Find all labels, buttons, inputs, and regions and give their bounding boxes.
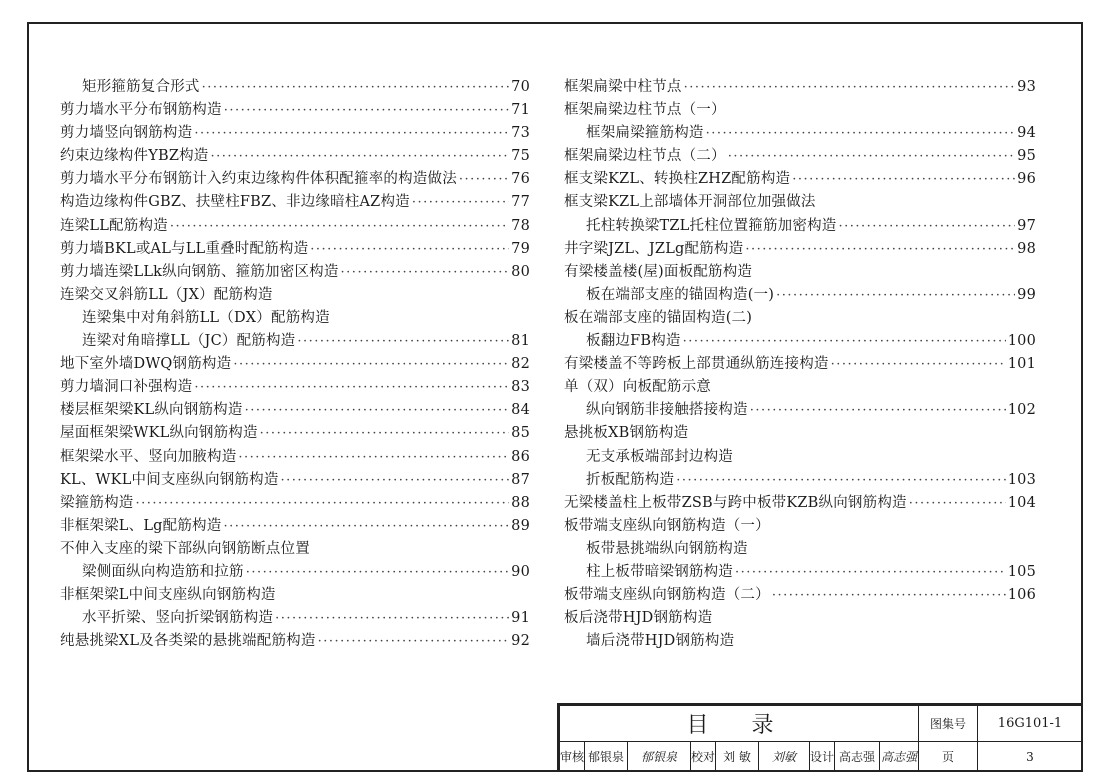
toc-leader-dots (459, 168, 509, 191)
toc-leader-dots (260, 422, 509, 445)
toc-entry-title: 井字梁JZL、JZLg配筋构造 (564, 240, 744, 257)
title-block-title: 目 录 (560, 706, 919, 742)
toc-entry[interactable] (564, 515, 1036, 538)
toc-entry-title: 矩形箍筋复合形式 (82, 79, 200, 95)
toc-entry[interactable] (564, 492, 1036, 515)
toc-entry-page: 90 (511, 563, 530, 580)
toc-leader-dots (202, 76, 510, 99)
toc-leader-dots (224, 99, 509, 122)
toc-leader-dots (909, 492, 1006, 515)
toc-entry-title: 框架扁梁中柱节点 (564, 79, 682, 95)
toc-entry[interactable] (564, 307, 1036, 330)
toc-entry-title: 有梁楼盖楼(屋)面板配筋构造 (564, 263, 753, 280)
toc-leader-dots (706, 122, 1016, 145)
toc-entry[interactable] (564, 376, 1036, 399)
toc-entry-page: 103 (1007, 471, 1036, 488)
toc-entry-title: 板带端支座纵向钢筋构造（二） (564, 587, 770, 604)
toc-entry-title: 剪力墙连梁LLk纵向钢筋、箍筋加密区构造 (60, 263, 339, 280)
toc-entry-page: 96 (1017, 171, 1036, 188)
toc-entry-title: 连梁集中对角斜筋LL（DX）配筋构造 (82, 309, 330, 326)
toc-entry-page: 104 (1007, 494, 1036, 511)
toc-entry[interactable] (564, 607, 1036, 630)
toc-entry[interactable] (60, 168, 530, 191)
checker-signature: 刘敏 (759, 742, 810, 772)
toc-leader-dots (728, 145, 1015, 168)
toc-entry[interactable] (60, 215, 530, 238)
toc-entry-title: 构造边缘构件GBZ、扶壁柱FBZ、非边缘暗柱AZ构造 (60, 194, 410, 211)
toc-entry[interactable] (564, 538, 1036, 561)
toc-entry-page: 89 (511, 517, 530, 534)
toc-entry-title: 水平折梁、竖向折梁钢筋构造 (82, 610, 274, 627)
toc-entry[interactable] (60, 446, 530, 469)
toc-entry-title: 剪力墙水平分布钢筋计入约束边缘构件体积配箍率的构造做法 (60, 171, 457, 188)
toc-entry-title: 悬挑板XB钢筋构造 (564, 425, 689, 442)
toc-entry-page: 84 (511, 402, 530, 419)
toc-entry[interactable] (60, 191, 530, 214)
toc-entry-title: 屋面框架梁WKL纵向钢筋构造 (60, 425, 258, 442)
toc-entry[interactable] (60, 515, 530, 538)
toc-leader-dots (341, 261, 510, 284)
toc-entry[interactable] (564, 284, 1036, 307)
toc-entry-title: 框支梁KZL、转换柱ZHZ配筋构造 (564, 171, 791, 188)
toc-entry[interactable] (60, 630, 530, 653)
toc-entry-page: 97 (1017, 217, 1036, 234)
toc-entry[interactable] (60, 607, 530, 630)
toc-entry[interactable] (60, 399, 530, 422)
toc-entry[interactable] (564, 399, 1036, 422)
toc-leader-dots (831, 353, 1006, 376)
toc-leader-dots (772, 584, 1006, 607)
toc-entry-title: KL、WKL中间支座纵向钢筋构造 (60, 471, 279, 488)
toc-entry-page: 85 (511, 425, 530, 442)
atlas-number-label: 图集号 (919, 706, 978, 742)
toc-entry-title: 框架扁梁边柱节点（二） (564, 148, 726, 165)
toc-entry-page: 91 (511, 610, 530, 627)
toc-entry[interactable] (60, 99, 530, 122)
toc-entry-page: 71 (511, 102, 530, 119)
toc-entry[interactable] (564, 446, 1036, 469)
toc-entry-title: 剪力墙竖向钢筋构造 (60, 125, 193, 142)
toc-entry[interactable] (564, 99, 1036, 122)
toc-entry[interactable] (564, 191, 1036, 214)
toc-entry-page: 83 (511, 379, 530, 396)
toc-leader-dots (792, 168, 1015, 191)
toc-entry-title: 框架梁水平、竖向加腋构造 (60, 448, 237, 465)
toc-entry-title: 不伸入支座的梁下部纵向钢筋断点位置 (60, 540, 310, 557)
toc-entry-page: 76 (511, 171, 530, 188)
toc-entry-title: 板翻边FB构造 (586, 333, 681, 350)
toc-entry[interactable] (60, 261, 530, 284)
toc-entry-title: 连梁对角暗撑LL（JC）配筋构造 (82, 333, 296, 350)
atlas-number: 16G101-1 (978, 706, 1083, 742)
toc-entry-page: 102 (1007, 402, 1036, 419)
toc-entry-page: 73 (511, 125, 530, 142)
toc-entry-page: 75 (511, 148, 530, 165)
toc-right-column (564, 76, 1036, 653)
checker-name: 刘 敏 (716, 742, 759, 772)
toc-entry-title: 地下室外墙DWQ钢筋构造 (60, 356, 232, 373)
toc-leader-dots (838, 215, 1015, 238)
toc-leader-dots (745, 238, 1015, 261)
toc-leader-dots (318, 630, 510, 653)
toc-entry-page: 88 (511, 494, 530, 511)
toc-leader-dots (275, 607, 509, 630)
toc-entry-title: 墙后浇带HJD钢筋构造 (586, 633, 735, 650)
toc-entry-title: 楼层框架梁KL纵向钢筋构造 (60, 402, 243, 419)
toc-leader-dots (233, 353, 509, 376)
toc-entry-page: 105 (1007, 563, 1036, 580)
toc-entry-page: 80 (511, 263, 530, 280)
toc-entry-title: 梁侧面纵向构造筋和拉筋 (82, 563, 244, 580)
toc-entry-title: 框架扁梁箍筋构造 (586, 125, 704, 142)
toc-entry-title: 框架扁梁边柱节点（一） (564, 102, 726, 119)
toc-entry-page: 78 (511, 217, 530, 234)
toc-entry[interactable] (60, 284, 530, 307)
toc-entry-title: 板在端部支座的锚固构造(一) (586, 286, 775, 303)
toc-entry-title: 连梁交叉斜筋LL（JX）配筋构造 (60, 286, 273, 303)
toc-leader-dots (297, 330, 509, 353)
toc-entry[interactable] (60, 238, 530, 261)
toc-entry-title: 非框架梁L、Lg配筋构造 (60, 517, 222, 534)
toc-leader-dots (684, 76, 1016, 99)
toc-left-column (60, 76, 530, 653)
toc-leader-dots (735, 561, 1006, 584)
toc-entry[interactable] (60, 561, 530, 584)
toc-entry-title: 托柱转换梁TZL托柱位置箍筋加密构造 (586, 217, 837, 234)
toc-entry-title: 剪力墙BKL或AL与LL重叠时配筋构造 (60, 240, 309, 257)
title-block (557, 703, 1083, 772)
toc-entry[interactable] (564, 261, 1036, 284)
page-number: 3 (978, 742, 1083, 772)
toc-entry-page: 106 (1007, 587, 1036, 604)
toc-leader-dots (246, 561, 509, 584)
toc-entry-title: 折板配筋构造 (586, 471, 675, 488)
toc-entry-page: 94 (1017, 125, 1036, 142)
toc-leader-dots (281, 469, 510, 492)
toc-entry-page: 79 (511, 240, 530, 257)
toc-entry-title: 无支承板端部封边构造 (586, 448, 733, 465)
toc-entry[interactable] (60, 145, 530, 168)
designer-name: 高志强 (835, 742, 880, 772)
toc-entry-page: 95 (1017, 148, 1036, 165)
toc-entry[interactable] (564, 469, 1036, 492)
toc-entry-title: 板带端支座纵向钢筋构造（一） (564, 517, 770, 534)
toc-entry-title: 板带悬挑端纵向钢筋构造 (586, 540, 748, 557)
page-label: 页 (919, 742, 978, 772)
toc-entry-title: 纵向钢筋非接触搭接构造 (586, 402, 748, 419)
toc-entry-page: 98 (1017, 240, 1036, 257)
toc-entry-title: 板在端部支座的锚固构造(二) (564, 309, 753, 326)
toc-entry[interactable] (564, 630, 1036, 653)
toc-entry[interactable] (564, 145, 1036, 168)
toc-entry-title: 梁箍筋构造 (60, 494, 134, 511)
toc-entry-title: 框支梁KZL上部墙体开洞部位加强做法 (564, 194, 816, 211)
toc-entry[interactable] (60, 469, 530, 492)
toc-entry-page: 86 (511, 448, 530, 465)
toc-entry-page: 82 (511, 356, 530, 373)
toc-entry-title: 单（双）向板配筋示意 (564, 379, 711, 396)
toc-entry-page: 93 (1017, 79, 1036, 95)
toc-leader-dots (238, 446, 509, 469)
toc-entry[interactable] (564, 330, 1036, 353)
toc-entry[interactable] (60, 307, 530, 330)
toc-entry-page: 77 (511, 194, 530, 211)
toc-entry[interactable] (60, 376, 530, 399)
toc-entry[interactable] (564, 238, 1036, 261)
toc-leader-dots (310, 238, 509, 261)
toc-entry-title: 连梁LL配筋构造 (60, 217, 168, 234)
toc-entry-title: 柱上板带暗梁钢筋构造 (586, 563, 733, 580)
toc-entry[interactable] (60, 492, 530, 515)
toc-entry[interactable] (60, 422, 530, 445)
toc-leader-dots (683, 330, 1006, 353)
toc-leader-dots (194, 376, 509, 399)
toc-entry-page: 81 (511, 333, 530, 350)
toc-entry[interactable] (564, 215, 1036, 238)
toc-leader-dots (750, 399, 1006, 422)
toc-leader-dots (412, 191, 509, 214)
review-label: 审核 (560, 742, 585, 772)
toc-entry-title: 板后浇带HJD钢筋构造 (564, 610, 713, 627)
toc-entry[interactable] (60, 538, 530, 561)
toc-entry-title: 无梁楼盖柱上板带ZSB与跨中板带KZB纵向钢筋构造 (564, 494, 907, 511)
toc-entry-page: 99 (1017, 286, 1036, 303)
toc-entry[interactable] (564, 168, 1036, 191)
check-label: 校对 (691, 742, 716, 772)
toc-leader-dots (223, 515, 509, 538)
toc-entry[interactable] (564, 76, 1036, 99)
toc-leader-dots (245, 399, 510, 422)
toc-leader-dots (676, 469, 1006, 492)
toc-entry-title: 纯悬挑梁XL及各类梁的悬挑端配筋构造 (60, 633, 316, 650)
toc-entry-title: 剪力墙水平分布钢筋构造 (60, 102, 222, 119)
toc-entry-title: 有梁楼盖不等跨板上部贯通纵筋连接构造 (564, 356, 829, 373)
toc-entry-page: 101 (1007, 356, 1036, 373)
toc-entry[interactable] (564, 561, 1036, 584)
design-label: 设计 (810, 742, 835, 772)
toc-entry-title: 剪力墙洞口补强构造 (60, 379, 193, 396)
toc-leader-dots (170, 215, 509, 238)
toc-leader-dots (211, 145, 510, 168)
toc-entry-title: 非框架梁L中间支座纵向钢筋构造 (60, 587, 276, 604)
toc-entry-page: 87 (511, 471, 530, 488)
reviewer-signature: 郁银泉 (628, 742, 691, 772)
toc-leader-dots (136, 492, 510, 515)
toc-entry[interactable] (60, 122, 530, 145)
toc-entry[interactable] (60, 353, 530, 376)
toc-entry[interactable] (564, 122, 1036, 145)
toc-entry-title: 约束边缘构件YBZ构造 (60, 148, 209, 165)
reviewer-name: 郁银泉 (585, 742, 628, 772)
toc-entry[interactable] (564, 353, 1036, 376)
toc-entry-page: 92 (511, 633, 530, 650)
designer-signature: 高志强 (880, 742, 919, 772)
toc-entry-page: 70 (511, 79, 530, 95)
toc-entry[interactable] (564, 422, 1036, 445)
toc-entry[interactable] (60, 76, 530, 99)
toc-entry[interactable] (60, 584, 530, 607)
toc-entry-page: 100 (1007, 333, 1036, 350)
toc-leader-dots (194, 122, 509, 145)
toc-entry[interactable] (564, 584, 1036, 607)
toc-leader-dots (776, 284, 1015, 307)
toc-entry[interactable] (60, 330, 530, 353)
